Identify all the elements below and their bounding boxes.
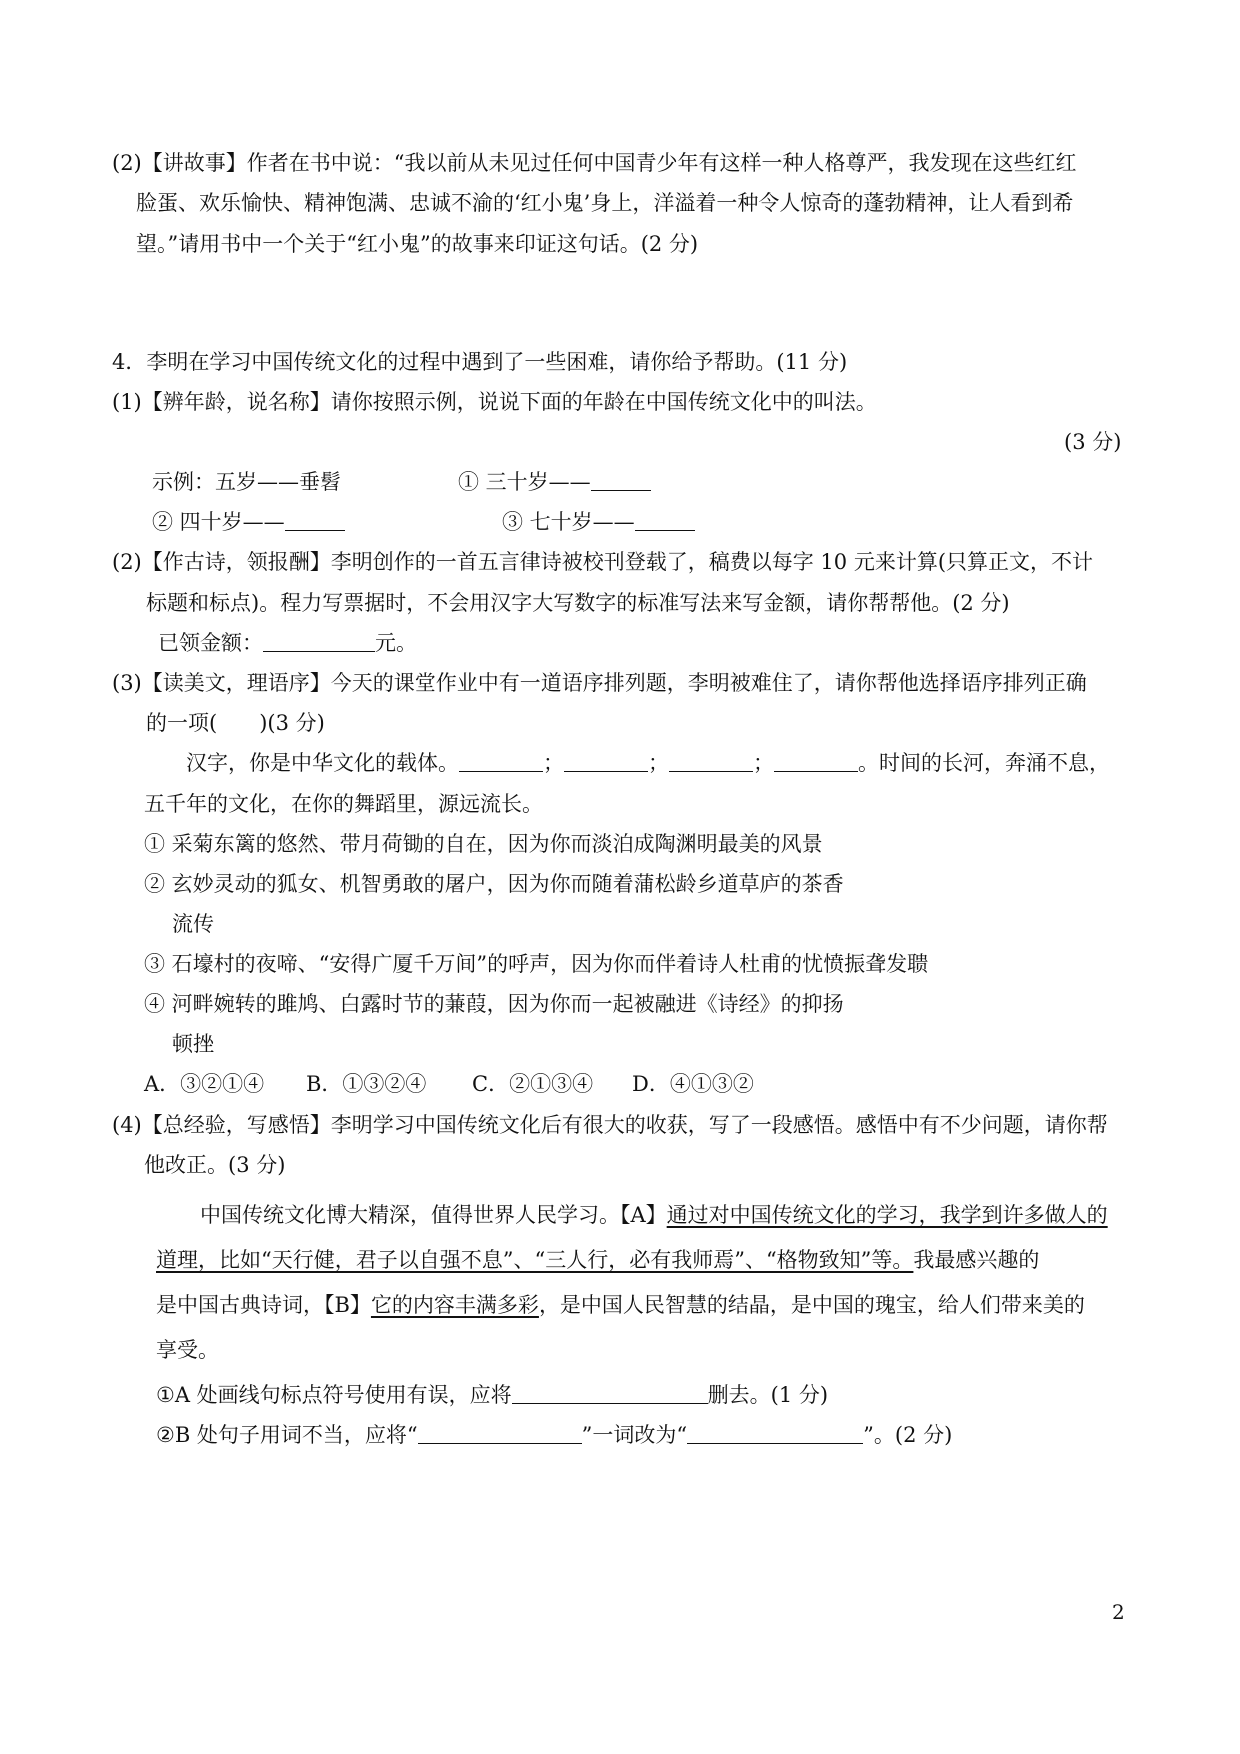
sentence-4-cont: 顿挫	[172, 1032, 214, 1056]
text-line: 他改正。(3 分)	[144, 1153, 286, 1177]
age-item-label: ③ 七十岁——	[502, 510, 635, 534]
text-line: (4)【总经验，写感悟】李明学习中国传统文化后有很大的收获，写了一段感悟。感悟中有不少问题，请你帮	[112, 1113, 1108, 1137]
underlined-phrase-b: 它的内容丰满多彩	[370, 1293, 539, 1317]
age-item-2	[152, 507, 345, 537]
essay-text: 是中国古典诗词，【B】	[156, 1293, 371, 1317]
order-blank[interactable]	[774, 749, 858, 772]
sub-question-text: ①A 处画线句标点符号使用有误，应将	[156, 1383, 512, 1407]
separator: ；	[648, 751, 669, 775]
amount-line	[158, 628, 417, 658]
text-line: 标题和标点)。程力写票据时，不会用汉字大写数字的标准写法来写金额，请你帮帮他。(2 分)	[146, 591, 1010, 615]
sentence-4: ④ 河畔婉转的雎鸠、白露时节的蒹葭，因为你而一起被融进《诗经》的抑扬	[144, 992, 844, 1016]
essay-text: ，是中国人民智慧的结晶，是中国的瑰宝，给人们带来美的	[538, 1293, 1085, 1317]
passage-text: 汉字，你是中华文化的载体。	[186, 751, 459, 775]
underlined-sentence-a: 通过对中国传统文化的学习，我学到许多做人的	[666, 1203, 1108, 1227]
answer-blank[interactable]	[285, 508, 345, 531]
option-c[interactable]: C．②①③④	[472, 1072, 594, 1096]
text-line: (3)【读美文，理语序】今天的课堂作业中有一道语序排列题，李明被难住了，请你帮他选择语序排列正确	[112, 671, 1087, 695]
age-item-1	[458, 467, 651, 497]
passage-text: 。时间的长河，奔涌不息，	[858, 751, 1110, 775]
sentence-3: ③ 石壕村的夜啼、“安得广厦千万间”的呼声，因为你而伴着诗人杜甫的忧愤振聋发聩	[144, 952, 929, 976]
amount-unit: 元。	[375, 631, 417, 655]
order-blank[interactable]	[669, 749, 753, 772]
text-line: 的一项( )(3 分)	[146, 711, 325, 735]
sub-question-text: ”。(2 分)	[863, 1423, 953, 1447]
text-line: 脸蛋、欢乐愉快、精神饱满、忠诚不渝的‘红小鬼’身上，洋溢着一种令人惊奇的蓬勃精神，让人看到希	[136, 191, 1074, 215]
sub-question-a	[156, 1380, 828, 1410]
essay-text: 中国传统文化博大精深，值得世界人民学习。【A】	[200, 1203, 667, 1227]
passage-line	[186, 748, 1110, 778]
answer-blank[interactable]	[512, 1381, 708, 1404]
text-line: (1)【辨年龄，说名称】请你按照示例，说说下面的年龄在中国传统文化中的叫法。	[112, 390, 877, 414]
sub-question-text: 删去。(1 分)	[707, 1383, 829, 1407]
age-item-3	[502, 507, 695, 537]
answer-blank[interactable]	[591, 468, 651, 491]
score-label: (3 分)	[1064, 430, 1122, 454]
text-line: (2)【作古诗，领报酬】李明创作的一首五言律诗被校刊登载了，稿费以每字 10 元来计算(只算正文，不计	[112, 550, 1094, 574]
essay-line	[156, 1290, 1085, 1320]
sentence-2-cont: 流传	[172, 912, 214, 936]
sentence-2: ② 玄妙灵动的狐女、机智勇敢的屠户，因为你而随着蒲松龄乡道草庐的茶香	[144, 872, 844, 896]
underlined-sentence-a: 道理，比如“天行健，君子以自强不息”、“三人行，必有我师焉”、“格物致知”等。	[156, 1248, 914, 1272]
option-b[interactable]: B．①③②④	[306, 1072, 427, 1096]
amount-blank[interactable]	[263, 629, 375, 652]
passage-line: 五千年的文化，在你的舞蹈里，源远流长。	[144, 792, 543, 816]
sub-question-text: ②B 处句子用词不当，应将“	[156, 1423, 418, 1447]
option-a[interactable]: A．③②①④	[144, 1072, 265, 1096]
order-blank[interactable]	[564, 749, 648, 772]
separator: ；	[753, 751, 774, 775]
answer-blank[interactable]	[418, 1421, 582, 1444]
text-line: 望。”请用书中一个关于“红小鬼”的故事来印证这句话。(2 分)	[136, 232, 699, 256]
essay-line	[200, 1200, 1108, 1230]
separator: ；	[543, 751, 564, 775]
text-line: (2)【讲故事】作者在书中说：“我以前从未见过任何中国青少年有这样一种人格尊严，我发现在这些红红	[112, 151, 1077, 175]
amount-label: 已领金额：	[158, 631, 263, 655]
sub-question-text: ”一词改为“	[581, 1423, 688, 1447]
essay-line: 享受。	[156, 1338, 219, 1362]
sub-question-b	[156, 1420, 952, 1450]
order-blank[interactable]	[459, 749, 543, 772]
sentence-1: ① 采菊东篱的悠然、带月荷锄的自在，因为你而淡泊成陶渊明最美的风景	[144, 832, 823, 856]
answer-blank[interactable]	[687, 1421, 863, 1444]
essay-text: 我最感兴趣的	[913, 1248, 1040, 1272]
answer-blank[interactable]	[635, 508, 695, 531]
option-d[interactable]: D．④①③②	[632, 1072, 754, 1096]
age-item-label: ① 三十岁——	[458, 470, 591, 494]
page-number: 2	[1112, 1600, 1125, 1624]
question-title: 4．李明在学习中国传统文化的过程中遇到了一些困难，请你给予帮助。(11 分)	[112, 350, 848, 374]
age-item-label: ② 四十岁——	[152, 510, 285, 534]
essay-line	[156, 1245, 1039, 1275]
example-item: 示例：五岁——垂髫	[152, 470, 341, 494]
